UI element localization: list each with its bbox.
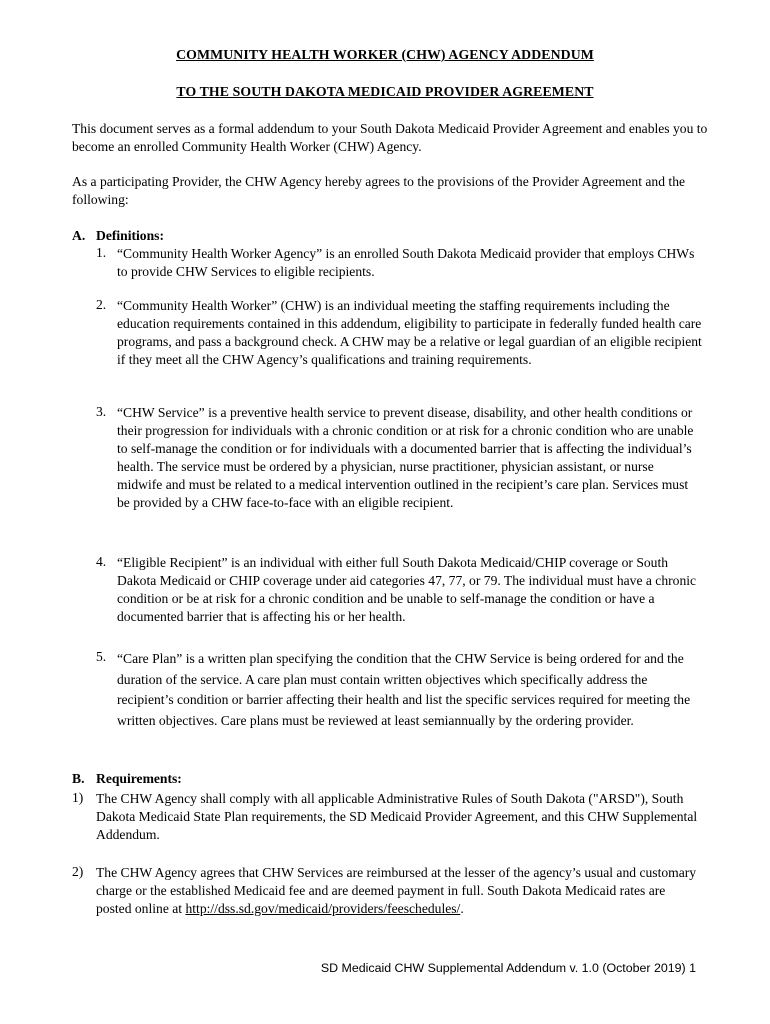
requirement-text-block (96, 864, 702, 918)
requirement-item-2 (72, 864, 702, 918)
section-b-title: Requirements: (96, 771, 182, 786)
definition-number: 1. (96, 245, 107, 260)
section-a-letter: A. (72, 228, 86, 243)
document-subtitle: TO THE SOUTH DAKOTA MEDICAID PROVIDER AGREEMENT (176, 84, 594, 99)
intro-paragraph-2: As a participating Provider, the CHW Agency hereby agrees to the provisions of the Provider Agreement and the following: (72, 174, 686, 207)
requirement-text-suffix: . (460, 901, 464, 916)
definition-text: “Community Health Worker” (CHW) is an individual meeting the staffing requirements including the education requirements contained in this addendum, eligibility to participate in federally funded health care programs, and pass a background check. A CHW may be a relative or legal guardian of an eligible recipient if they meet all the CHW Agency’s qualifications and training requirements. (117, 298, 702, 367)
definition-text: “Care Plan” is a written plan specifying the condition that the CHW Service is being ordered for and the duration of the service. A care plan must contain written objectives which specifically address the recipient’s condition or barrier affecting their health and list the specific services required for meeting the written objectives. Care plans must be reviewed at least semiannually by the ordering provider. (117, 651, 691, 728)
definition-item-5 (96, 649, 702, 731)
requirement-item-1 (72, 790, 702, 844)
requirement-text: The CHW Agency shall comply with all applicable Administrative Rules of South Dakota ("ARSD"), South Dakota Medicaid State Plan requirements, the SD Medicaid Provider Agreement, and this CHW Supplemental Addendum. (96, 791, 698, 842)
definition-item-4 (96, 554, 702, 626)
requirement-number: 1) (72, 790, 84, 805)
section-b-letter: B. (72, 771, 85, 786)
definition-text: “Eligible Recipient” is an individual with either full South Dakota Medicaid/CHIP coverage or South Dakota Medicaid or CHIP coverage under aid categories 47, 77, or 79. The individual must have a chronic condition or be at risk for a chronic condition and be unable to self-manage the condition or have a documented barrier that is affecting his or her health. (117, 555, 697, 624)
document-title: COMMUNITY HEALTH WORKER (CHW) AGENCY ADDENDUM (176, 47, 594, 62)
definition-number: 4. (96, 554, 107, 569)
definition-number: 5. (96, 649, 107, 664)
definition-item-1 (96, 245, 702, 281)
section-a-heading (72, 227, 164, 245)
section-b-heading (72, 770, 182, 788)
definition-item-3 (96, 404, 702, 512)
definition-number: 3. (96, 404, 107, 419)
section-a-title: Definitions: (96, 228, 164, 243)
page-footer: SD Medicaid CHW Supplemental Addendum v. 1.0 (October 2019) 1 (320, 961, 696, 975)
definition-text: “Community Health Worker Agency” is an enrolled South Dakota Medicaid provider that employs CHWs to provide CHW Services to eligible recipients. (117, 246, 695, 279)
requirement-number: 2) (72, 864, 84, 879)
definition-text: “CHW Service” is a preventive health service to prevent disease, disability, and other health conditions or their progression for individuals with a chronic condition or at risk for a chronic condition who are unable to self-manage the condition or for individuals with a documented barrier that is affecting the individual’s health. The service must be ordered by a physician, nurse practitioner, physician assistant, or nurse midwife and must be related to a medical intervention outlined in the recipient’s care plan. Services must be provided by a CHW face-to-face with an eligible recipient. (117, 405, 694, 510)
definition-number: 2. (96, 297, 107, 312)
definition-item-2 (96, 297, 702, 369)
requirement-text: The CHW Agency agrees that CHW Services are reimbursed at the lesser of the agency’s usual and customary charge or the established Medicaid fee and are deemed payment in full. South Dakota Medicaid rates are posted online at (96, 865, 697, 916)
fee-schedules-link[interactable]: http://dss.sd.gov/medicaid/providers/feeschedules/ (185, 901, 461, 916)
intro-paragraph-1: This document serves as a formal addendum to your South Dakota Medicaid Provider Agreement and enables you to become an enrolled Community Health Worker (CHW) Agency. (72, 121, 708, 154)
